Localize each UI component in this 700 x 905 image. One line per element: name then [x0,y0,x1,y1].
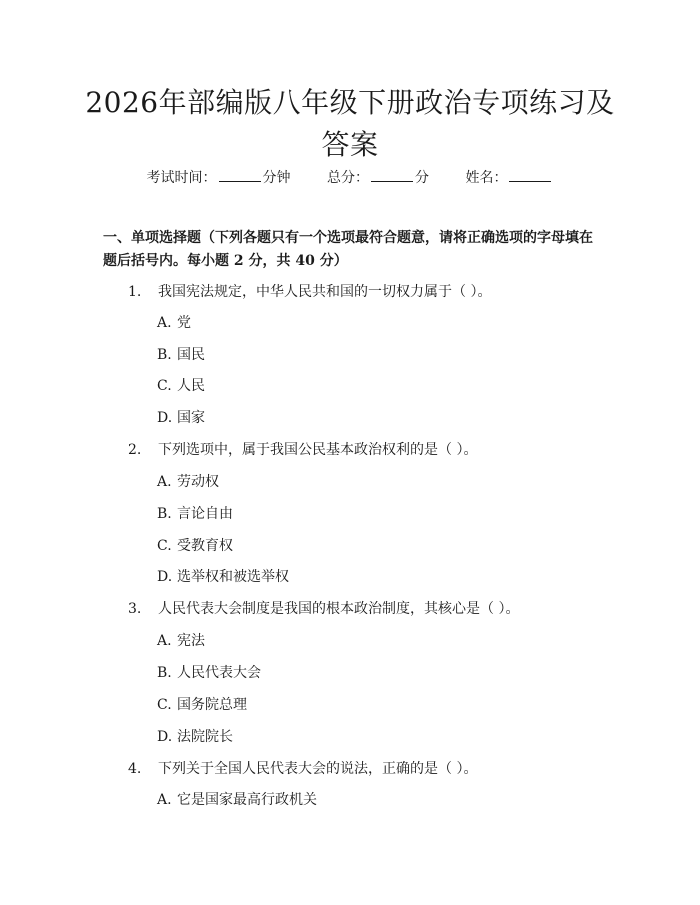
option-text: 劳动权 [177,474,219,490]
option-letter: D. [157,569,173,585]
option-letter: C. [157,378,172,394]
option-text: 人民代表大会 [177,665,261,681]
option-text: 法院院长 [177,729,233,745]
question-text: 人民代表大会制度是我国的根本政治制度，其核心是（ ）。 [158,601,520,617]
option-text: 国务院总理 [177,697,247,713]
option-text: 受教育权 [177,538,233,554]
question-3 [128,599,519,619]
exam-time-field [147,167,291,188]
option-letter: B. [157,665,172,681]
option-letter: D. [157,410,173,426]
total-score-label: 总分： [327,170,369,186]
question-number: 4. [128,761,142,777]
option-3d [157,727,233,747]
document-title: 2026年部编版八年级下册政治专项练习及答案 [85,86,615,161]
option-2b [157,504,233,524]
option-1d [157,408,205,428]
question-text: 下列关于全国人民代表大会的说法，正确的是（ ）。 [158,761,478,777]
option-text: 选举权和被选举权 [177,569,289,585]
option-text: 宪法 [177,633,205,649]
question-2 [128,440,477,460]
question-4 [128,759,477,779]
option-3c [157,695,247,715]
exam-time-blank [219,167,261,182]
option-text: 它是国家最高行政机关 [177,792,317,808]
name-field [465,167,553,188]
option-letter: A. [157,474,172,490]
question-text: 下列选项中，属于我国公民基本政治权利的是（ ）。 [158,442,478,458]
option-2d [157,567,289,587]
total-score-unit: 分 [415,170,429,186]
option-3a [157,631,205,651]
option-2a [157,472,219,492]
question-1 [128,282,491,302]
option-3b [157,663,261,683]
section-heading: 一、单项选择题（下列各题只有一个选项最符合题意，请将正确选项的字母填在题后括号内。每小题 2 分，共 40 分） [103,230,593,269]
option-letter: C. [157,697,172,713]
option-letter: B. [157,506,172,522]
option-letter: A. [157,633,172,649]
exam-info [0,167,700,188]
option-letter: A. [157,315,172,331]
option-letter: B. [157,347,172,363]
exam-time-label: 考试时间： [146,170,217,186]
total-score-field [327,167,429,188]
total-score-blank [371,167,413,182]
option-letter: D. [157,729,173,745]
option-text: 国家 [177,410,205,426]
option-text: 国民 [177,347,205,363]
name-blank [509,167,551,182]
option-text: 言论自由 [177,506,233,522]
exam-time-unit: 分钟 [262,170,291,186]
option-letter: A. [157,792,172,808]
option-4a [157,790,317,810]
question-number: 2. [128,442,142,458]
option-1c [157,376,205,396]
option-1a [157,313,191,333]
option-1b [157,345,205,365]
question-text: 我国宪法规定，中华人民共和国的一切权力属于（ ）。 [158,284,492,300]
option-text: 人民 [177,378,205,394]
question-number: 3. [128,601,142,617]
question-number: 1. [128,284,142,300]
option-text: 党 [177,315,191,331]
option-2c [157,536,233,556]
name-label: 姓名： [465,170,508,186]
option-letter: C. [157,538,172,554]
